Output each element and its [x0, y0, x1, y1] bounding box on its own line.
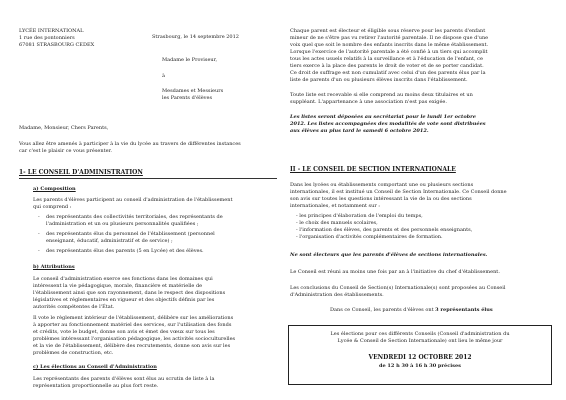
eligibility-line-3: voix quel que soit le nombre des enfants inscrits dans le même établissement.: [290, 42, 489, 48]
eligibility-line-4: Lorsque l'exercice de l'autorité parentale a été confié à un tiers qui accomplit: [290, 49, 488, 55]
sender-line-1: LYCÉE INTERNATIONAL: [19, 28, 84, 34]
eligibility-line-2: mineur de ne s'être pas vu retirer l'autorité parentale. Il ne dispose que d'une: [290, 35, 489, 41]
intro-line-1: Vous allez être amenés à participer à la vie du lycée au travers de différentes instances: [19, 141, 241, 147]
section-2-item-1: - les principes d'élaboration de l'emploi du temps,: [296, 213, 423, 219]
composition-item-3: des représentants élus des parents (5 en Lycée) et des élèves.: [46, 248, 204, 254]
attributions-p2-line-3: et crédits, vote le budget, donne son avis et émet des vœux sur tous les: [33, 329, 215, 335]
composition-item-1-line-2: l'administration et un ou plusieurs personnalités qualifiées ;: [46, 221, 199, 227]
deadline-line-2: 2012. Les listes accompagnées des modalités de vote sont distribuées: [290, 121, 486, 127]
composition-item-1-line-1: des représentants des collectivités territoriales, des représentants de: [46, 214, 223, 220]
attributions-p2-line-2: à apporter au fonctionnement matériel des services, sur l'utilisation des fonds: [33, 322, 232, 328]
composition-bullet: -: [38, 248, 40, 254]
section-1-rule: [19, 178, 277, 179]
representatives-count: 3 représentants élus: [435, 307, 493, 313]
list-rule-line-2: suppléant. L'appartenance à une association n'est pas exigée.: [290, 99, 447, 105]
section-2-meeting: Le Conseil est réuni au moins une fois par an à l'initiative du chef d'établissement.: [290, 269, 500, 275]
sender-line-2: 1 rue des pontonniers: [19, 35, 75, 41]
attributions-p2-line-4: problèmes intéressant l'organisation pédagogique, les activités socioculturelles: [33, 336, 236, 342]
section-2-intro-4: internationales, et notamment sur :: [290, 203, 380, 209]
list-rule-line-1: Toute liste est recevable si elle comprend au moins deux titulaires et un: [290, 92, 473, 98]
elections-line-2: représentation proportionnelle au plus fort reste.: [33, 383, 159, 389]
attributions-p2-line-1: Il vote le règlement intérieur de l'établissement, délibère sur les améliorations: [33, 315, 234, 321]
intro-line-2: car c'est le plaisir ce vous présenter.: [19, 148, 112, 154]
eligibility-line-1: Chaque parent est électeur et éligible sous réserve pour les parents d'enfant: [290, 28, 486, 34]
section-2-item-3: - l'information des élèves, des parents et des personnels enseignants,: [296, 227, 473, 233]
section-1-title: 1- LE CONSEIL D'ADMINISTRATION: [19, 169, 143, 176]
attributions-heading: b) Attributions: [33, 264, 75, 270]
section-2-representatives: [330, 308, 493, 313]
section-2-title: II - LE CONSEIL DE SECTION INTERNATIONALE: [290, 166, 456, 173]
elections-line-1: Les représentants des parents d'élèves sont élus au scrutin de liste à la: [33, 376, 215, 382]
deadline-line-3: aux élèves au plus tard le samedi 6 octobre 2012.: [290, 128, 429, 134]
recipient-line-4: les Parents d'élèves: [162, 95, 213, 101]
election-box-hours: de 12 h 30 à 16 h 30 précises: [378, 363, 461, 369]
recipient-line-2: à: [162, 73, 165, 79]
section-2-intro-1: Dans les lycées ou établissements comportant une ou plusieurs sections: [290, 182, 474, 188]
elections-heading: c) Les élections au Conseil d'Administration: [33, 364, 157, 370]
attributions-p1-line-5: autorités compétentes de l'État.: [33, 304, 115, 310]
section-2-conclusions-1: Les conclusions du Conseil de Section(s) Internationale(s) sont proposées au Conseil: [290, 285, 506, 291]
salutation: Madame, Monsieur, Chers Parents,: [19, 125, 109, 131]
attributions-p1-line-3: l'établissement ainsi que son rayonnement, dans le respect des dispositions: [33, 290, 226, 296]
attributions-p2-line-5: et la vie de l'établissement, délibère des recrutements, donne son avis sur les: [33, 343, 231, 349]
section-2-intro-2: internationales, il est institué un Conseil de Section Internationale. Ce Conseil donne: [290, 189, 507, 195]
section-2-voter-note: Ne sont électeurs que les parents d'élèves de sections internationales.: [290, 252, 488, 258]
eligibility-line-6: tiers exerce à la place des parents le droit de voter et de se porter candidat.: [290, 63, 484, 69]
composition-item-2-line-2: enseignant, éducatif, administratif et de service) ;: [46, 238, 173, 244]
election-box-line-2: Lycée & Conseil de Section Internationale) ont lieu le même jour: [337, 338, 503, 344]
composition-item-2-line-1: des représentants élus du personnel de l'établissement (personnel: [46, 231, 215, 237]
election-box-line-1: Les élections pour ces différents Conseils (Conseil d'administration du: [330, 331, 510, 337]
attributions-p1-line-4: législatives et réglementaires en vigueur et des objectifs définis par les: [33, 297, 215, 303]
election-date-box: [288, 325, 552, 385]
attributions-p1-line-1: Le conseil d'administration exerce ses fonctions dans les domaines qui: [33, 276, 213, 282]
section-2-item-2: - le choix des manuels scolaires,: [296, 220, 378, 226]
attributions-p1-line-2: intéressent la vie pédagogique, morale, financière et matérielle de: [33, 283, 203, 289]
section-2-conclusions-2: d'Administration des établissements.: [290, 292, 384, 298]
composition-intro-2: qui comprend :: [33, 204, 72, 210]
eligibility-line-7: Ce droit de suffrage est non cumulatif avec celui d'un des parents élus par la: [290, 70, 486, 76]
sender-line-3: 67081 STRASBOURG CEDEX: [19, 42, 95, 48]
recipient-line-1: Madame le Proviseur,: [162, 57, 218, 63]
attributions-p2-line-6: problèmes de construction, etc.: [33, 350, 114, 356]
section-2-intro-3: son avis sur toutes les questions intéressant la vie de la ou des sections: [290, 196, 472, 202]
composition-intro-1: Les parents d'élèves participent au conseil d'administration de l'établissement: [33, 197, 233, 203]
eligibility-line-5: tous les actes usuels relatifs à la surveillance et à l'éducation de l'enfant, ce: [290, 56, 483, 62]
election-box-date: VENDREDI 12 OCTOBRE 2012: [368, 354, 472, 361]
recipient-line-3: Mesdames et Messieurs: [162, 88, 224, 94]
representatives-text: Dans ce Conseil, les parents d'élèves ont: [330, 307, 436, 313]
letter-date: Strasbourg, le 14 septembre 2012: [152, 34, 239, 40]
composition-heading: a) Composition: [33, 186, 76, 192]
eligibility-line-8: liste de parents d'un ou plusieurs élèves inscrits dans l'établissement.: [290, 77, 468, 83]
deadline-line-1: Les listes seront déposées au secrétariat pour le lundi 1er octobre: [290, 114, 476, 120]
composition-bullet: -: [38, 231, 40, 237]
composition-bullet: -: [38, 214, 40, 220]
section-2-item-4: - l'organisation d'activités complémentaires de formation.: [296, 234, 443, 240]
